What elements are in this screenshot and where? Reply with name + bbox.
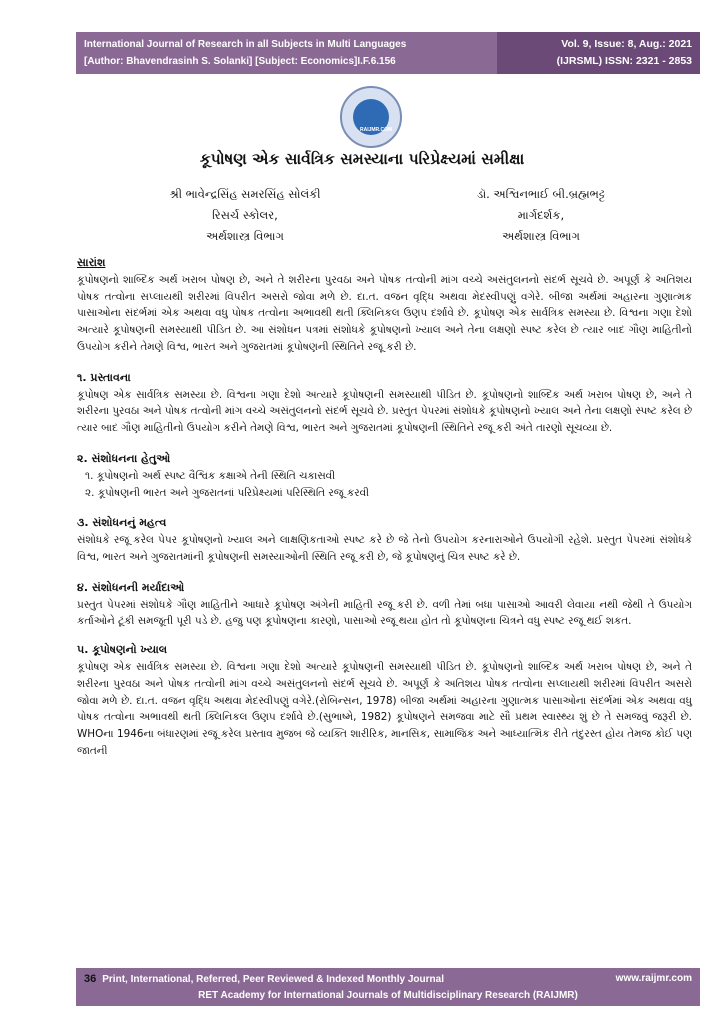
author-dept: અર્થશાસ્ત્ર વિભાગ xyxy=(502,229,580,243)
section-heading: ૪. સંશોધનની મર્યાદાઓ xyxy=(77,580,185,594)
footer-publisher: RET Academy for International Journals of Multidisciplinary Research (RAIJMR) xyxy=(198,990,578,1001)
author-block-1 xyxy=(140,184,350,247)
objective-item: ૨. કૂપોષણની ભારત અને ગુજરાતનાં પરિપ્રેક્ષ્યમાં પરિસ્થિતિ રજૂ કરવી xyxy=(85,486,370,499)
section-heading: ૫. કૂપોષણનો ખ્યાલ xyxy=(77,643,168,657)
footer-website-link[interactable]: www.raijmr.com xyxy=(615,973,692,984)
journal-header xyxy=(76,32,700,74)
author-dept: અર્થશાસ્ત્ર વિભાગ xyxy=(206,229,284,243)
section-heading: ૨. સંશોધનના હેતુઓ xyxy=(77,451,171,465)
volume-issue: Vol. 9, Issue: 8, Aug.: 2021 xyxy=(561,38,692,50)
paper-title: કૂપોષણ એક સાર્વત્રિક સમસ્યાના પરિપ્રેક્ષ્યમાં સમીક્ષા xyxy=(199,150,525,168)
author-subject: [Author: Bhavendrasinh S. Solanki] [Subject: Economics]I.F.6.156 xyxy=(84,56,396,67)
author-role: રિસર્ચ સ્કોલર, xyxy=(212,208,278,222)
paper-body xyxy=(77,255,692,760)
author-name: ડૉ. અશ્વિનભાઈ બી.બ્રહ્મભટ્ટ xyxy=(476,187,606,201)
abstract-text: કૂપોષણનો શાબ્દિક અર્થ ખરાબ પોષણ છે, અને તે શરીરના પુરવઠા અને પોષક તત્વોની માંગ વચ્ચે અસંતુલનનો સંદર્ભ સૂચવે છે. અપૂર્ણ કે અતિશય પોષક તત્વોના સપ્લાયથી શરીરમાં વિપરીત અસરો જોવા મળે છે. દા.ત. વજન વૃદ્ધિ અથવા મેદસ્વીપણું વગેરે. બીજા અર્થમાં અહારના ગુણાત્મક પાસાઓના સંદર્ભમાં એક અથવા વધુ પોષક તત્વોના અભાવથી થતી ક્લિનિકલ ઉણપ દર્શાવે છે. કૂપોષણ એક સાર્વત્રિક સમસ્યા છે. વિશ્વના ગણા દેશો અત્યારે કૂપોષણની સમસ્યાથી પીડિત છે. આ સંશોધન પત્રમાં સંશોધકે કૂપોષણનો ખ્યાલ અને તેના લક્ષણો સ્પષ્ટ કરેલ છે ત્યાર બાદ ગૌણ માહિતીનો ઉપયોગ કરીને તેમણે વિશ્વ, ભારત અને ગુજરાતમાં કૂપોષણની સ્થિતિને રજૂ કરી છે. xyxy=(77,273,692,353)
author-name: શ્રી ભાવેન્દ્રસિંહ સમરસિંહ સોલંકી xyxy=(169,187,321,201)
author-role: માર્ગદર્શક, xyxy=(517,208,565,222)
journal-footer xyxy=(76,968,700,1006)
section-text: કૂપોષણ એક સાર્વત્રિક સમસ્યા છે. વિશ્વના ગણા દેશો અત્યારે કૂપોષણની સમસ્યાથી પીડિત છે. કૂપોષણનો શાબ્દિક અર્થ ખરાબ પોષણ છે, અને તે શરીરના પુરવઠા અને પોષક તત્વોની માંગ વચ્ચે અસંતુલનનો સંદર્ભ સૂચવે છે. પ્રસ્તુત પેપરમાં સંશોધકે કૂપોષણનો ખ્યાલ અને તેના લક્ષણો સ્પષ્ટ કરેલ છે ત્યાર બાદ ગૌણ માહિતીનો ઉપયોગ કરીને તેમણે વિશ્વ, ભારત અને ગુજરાતમાં કૂપોષણની સ્થિતિને રજૂ કરી અંતે તારણો સૂચવ્યા છે. xyxy=(77,388,692,435)
section-text: સંશોધકે રજૂ કરેલ પેપર કૂપોષણનો ખ્યાલ અને લાક્ષણિકતાઓ સ્પષ્ટ કરે છે જે તેનો ઉપયોગ કરનારાઓને ઉપયોગી રહેશે. પ્રસ્તુત પેપરમાં સંશોધકે વિશ્વ, ભારત અને ગુજરાતમાંની કૂપોષણની સમસ્યાઓની સ્થિતિ રજૂ કરી છે, જે કૂપોષણનું ચિત્ર સ્પષ્ટ કરે છે. xyxy=(77,534,692,563)
section-text: કૂપોષણ એક સાર્વત્રિક સમસ્યા છે. વિશ્વના ગણા દેશો અત્યારે કૂપોષણની સમસ્યાથી પીડિત છે. કૂપોષણનો શાબ્દિક અર્થ ખરાબ પોષણ છે, અને તે શરીરના પુરવઠા અને પોષક તત્વોની માંગ વચ્ચે અસંતુલનનો સંદર્ભ સૂચવે છે. અપૂર્ણ કે અતિશય પોષક તત્વોના સપ્લાયથી શરીરમાં વિપરીત અસરો જોવા મળે છે. દા.ત. વજન વૃદ્ધિ અથવા મેદસ્વીપણું વગેરે.(રોબિન્સન, 1978) બીજા અર્થમાં અહારના ગુણાત્મક પાસાઓના સંદર્ભમાં એક અથવા વધુ પોષક તત્વોના અભાવથી થતી ક્લિનિકલ ઉણપ દર્શાવે છે.(સુભાષ્મે, 1982) કૂપોષણને સમજવા માટે સૌ પ્રથમ સ્વાસ્થ્ય શું છે તે સમજવું જરૂરી છે. WHOના 1946ના બંધારણમાં રજૂ કરેલ પ્રસ્તાવ મુજબ જે વ્યક્તિ શારીરિક, માનસિક, સામાજિક અને આધ્યાત્મિક રીતે તંદુરસ્ત હોય તેમજ કોઈ પણ જાતની xyxy=(77,660,693,757)
section-heading: ૩. સંશોધનનું મહત્વ xyxy=(77,516,167,530)
objective-item: ૧. કૂપોષણનો અર્થ સ્પષ્ટ વૈશ્વિક કક્ષાએ તેની સ્થિતિ ચકાસવી xyxy=(85,469,336,482)
section-heading: ૧. પ્રસ્તાવના xyxy=(77,370,131,384)
page-number: 36 xyxy=(84,973,97,985)
footer-journal-type: Print, International, Referred, Peer Reviewed & Indexed Monthly Journal xyxy=(102,974,444,985)
issn: (IJRSML) ISSN: 2321 - 2853 xyxy=(556,55,692,67)
author-block-2 xyxy=(426,184,656,247)
logo-text: RAIJMR.COM xyxy=(360,127,393,133)
journal-name: International Journal of Research in all Subjects in Multi Languages xyxy=(84,39,407,50)
header-left xyxy=(76,32,497,74)
journal-logo xyxy=(340,86,402,148)
abstract-heading: સારાંશ xyxy=(77,256,106,269)
header-right xyxy=(497,32,700,74)
section-text: પ્રસ્તુત પેપરમાં સંશોધકે ગૌણ માહિતીને આધારે કૂપોષણ અંગેની માહિતી રજૂ કરી છે. વળી તેમાં બધા પાસાઓ આવરી લેવાયા નથી જેથી તે ઉપયોગ કર્તાઓને ટૂંકી સમજૂતી પૂરી પડે છે. હજુ પણ કૂપોષણના કારણો, પાસાઓ રજૂ થયા હોત તો કૂપોષણના ચિત્રને વધુ સ્પષ્ટ રજૂ થઈ શકત. xyxy=(77,598,692,628)
